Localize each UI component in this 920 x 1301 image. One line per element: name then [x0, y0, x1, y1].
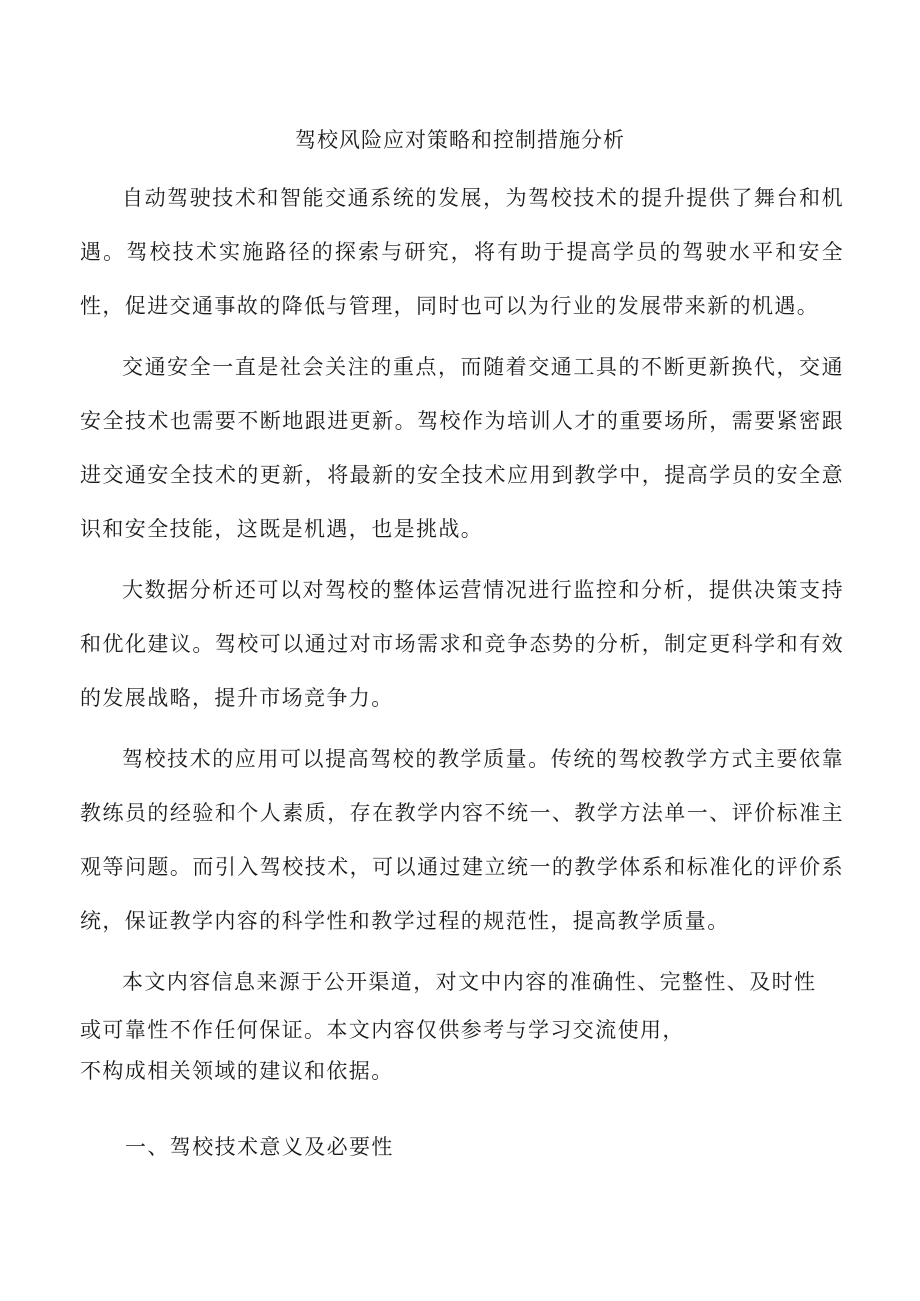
disclaimer-line-3: 不构成相关领域的建议和依据。 [80, 1059, 394, 1083]
disclaimer [80, 955, 844, 1091]
section-heading: 一、驾校技术意义及必要性 [125, 1135, 394, 1159]
paragraph-1: 自动驾驶技术和智能交通系统的发展，为驾校技术的提升提供了舞台和机遇。驾校技术实施路径的探索与研究，将有助于提高学员的驾驶水平和安全性，促进交通事故的降低与管理，同时也可以为行业的发展带来新的机遇。 [80, 186, 844, 318]
paragraph-3: 大数据分析还可以对驾校的整体运营情况进行监控和分析，提供决策支持和优化建议。驾校可以通过对市场需求和竞争态势的分析，制定更科学和有效的发展战略，提升市场竞争力。 [80, 578, 844, 710]
paragraph-4: 驾校技术的应用可以提高驾校的教学质量。传统的驾校教学方式主要依靠教练员的经验和个人素质，存在教学内容不统一、教学方法单一、评价标准主观等问题。而引入驾校技术，可以通过建立统一的教学体系和标准化的评价系统，保证教学内容的科学性和教学过程的规范性，提高教学质量。 [80, 747, 844, 933]
disclaimer-line-1: 本文内容信息来源于公开渠道，对文中内容的准确性、完整性、及时性 [122, 970, 817, 994]
document-title: 驾校风险应对策略和控制措施分析 [295, 128, 625, 152]
paragraph-2: 交通安全一直是社会关注的重点，而随着交通工具的不断更新换代，交通安全技术也需要不断地跟进更新。驾校作为培训人才的重要场所，需要紧密跟进交通安全技术的更新，将最新的安全技术应用到教学中，提高学员的安全意识和安全技能，这既是机遇，也是挑战。 [80, 355, 844, 541]
disclaimer-line-2: 或可靠性不作任何保证。本文内容仅供参考与学习交流使用， [80, 1018, 685, 1042]
